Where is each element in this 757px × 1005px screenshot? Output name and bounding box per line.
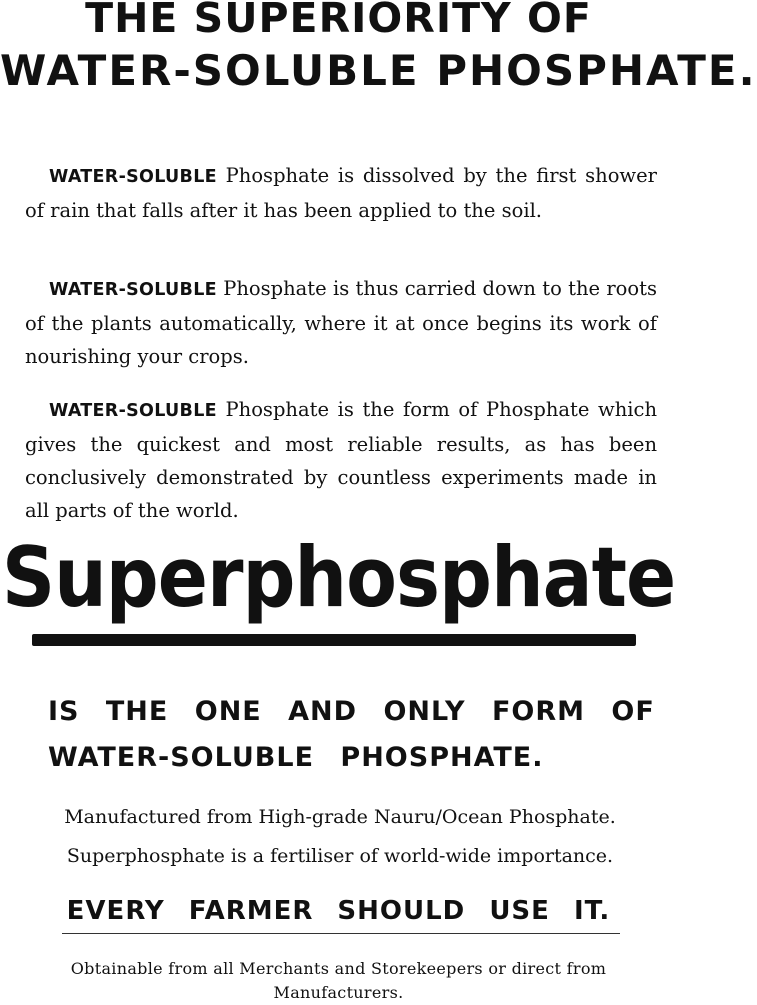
product-name: Superphosphate: [1, 530, 676, 627]
paragraph-lead: WATER-SOLUBLE: [49, 279, 217, 300]
info-manufactured: Manufactured from High-grade Nauru/Ocean Phosphate.: [64, 806, 616, 828]
info-importance: Superphosphate is a fertiliser of world-wide importance.: [66, 845, 614, 867]
call-to-action: EVERY FARMER SHOULD USE IT.: [66, 896, 611, 926]
headline-line-1: THE SUPERIORITY OF: [85, 0, 592, 42]
paragraph-text: Phosphate is dissolved by the first shower of rain that falls after it has been applied to the soil.: [25, 163, 657, 222]
footer-note: Obtainable from all Merchants and Storekeepers or direct from Manufacturers.: [70, 959, 607, 1002]
paragraph-results: [25, 393, 657, 527]
paragraph-text: Phosphate is the form of Phosphate which gives the quickest and most reliable results, as has been conclusively demonstrated by countless experiments made in all parts of the world.: [25, 397, 657, 522]
divider-thin: [62, 933, 620, 934]
divider-thick: [32, 634, 636, 646]
tagline-line-1: IS THE ONE AND ONLY FORM OF: [48, 696, 655, 727]
tagline-line-2: WATER-SOLUBLE PHOSPHATE.: [48, 742, 544, 773]
paragraph-lead: WATER-SOLUBLE: [49, 166, 217, 187]
paragraph-roots: [25, 272, 657, 373]
paragraph-text: Phosphate is thus carried down to the roots of the plants automatically, where it at once begins its work of nourishing your crops.: [25, 276, 657, 368]
paragraph-lead: WATER-SOLUBLE: [49, 400, 217, 421]
headline-line-2: WATER-SOLUBLE PHOSPHATE.: [0, 46, 757, 95]
paragraph-dissolved: [25, 159, 657, 227]
